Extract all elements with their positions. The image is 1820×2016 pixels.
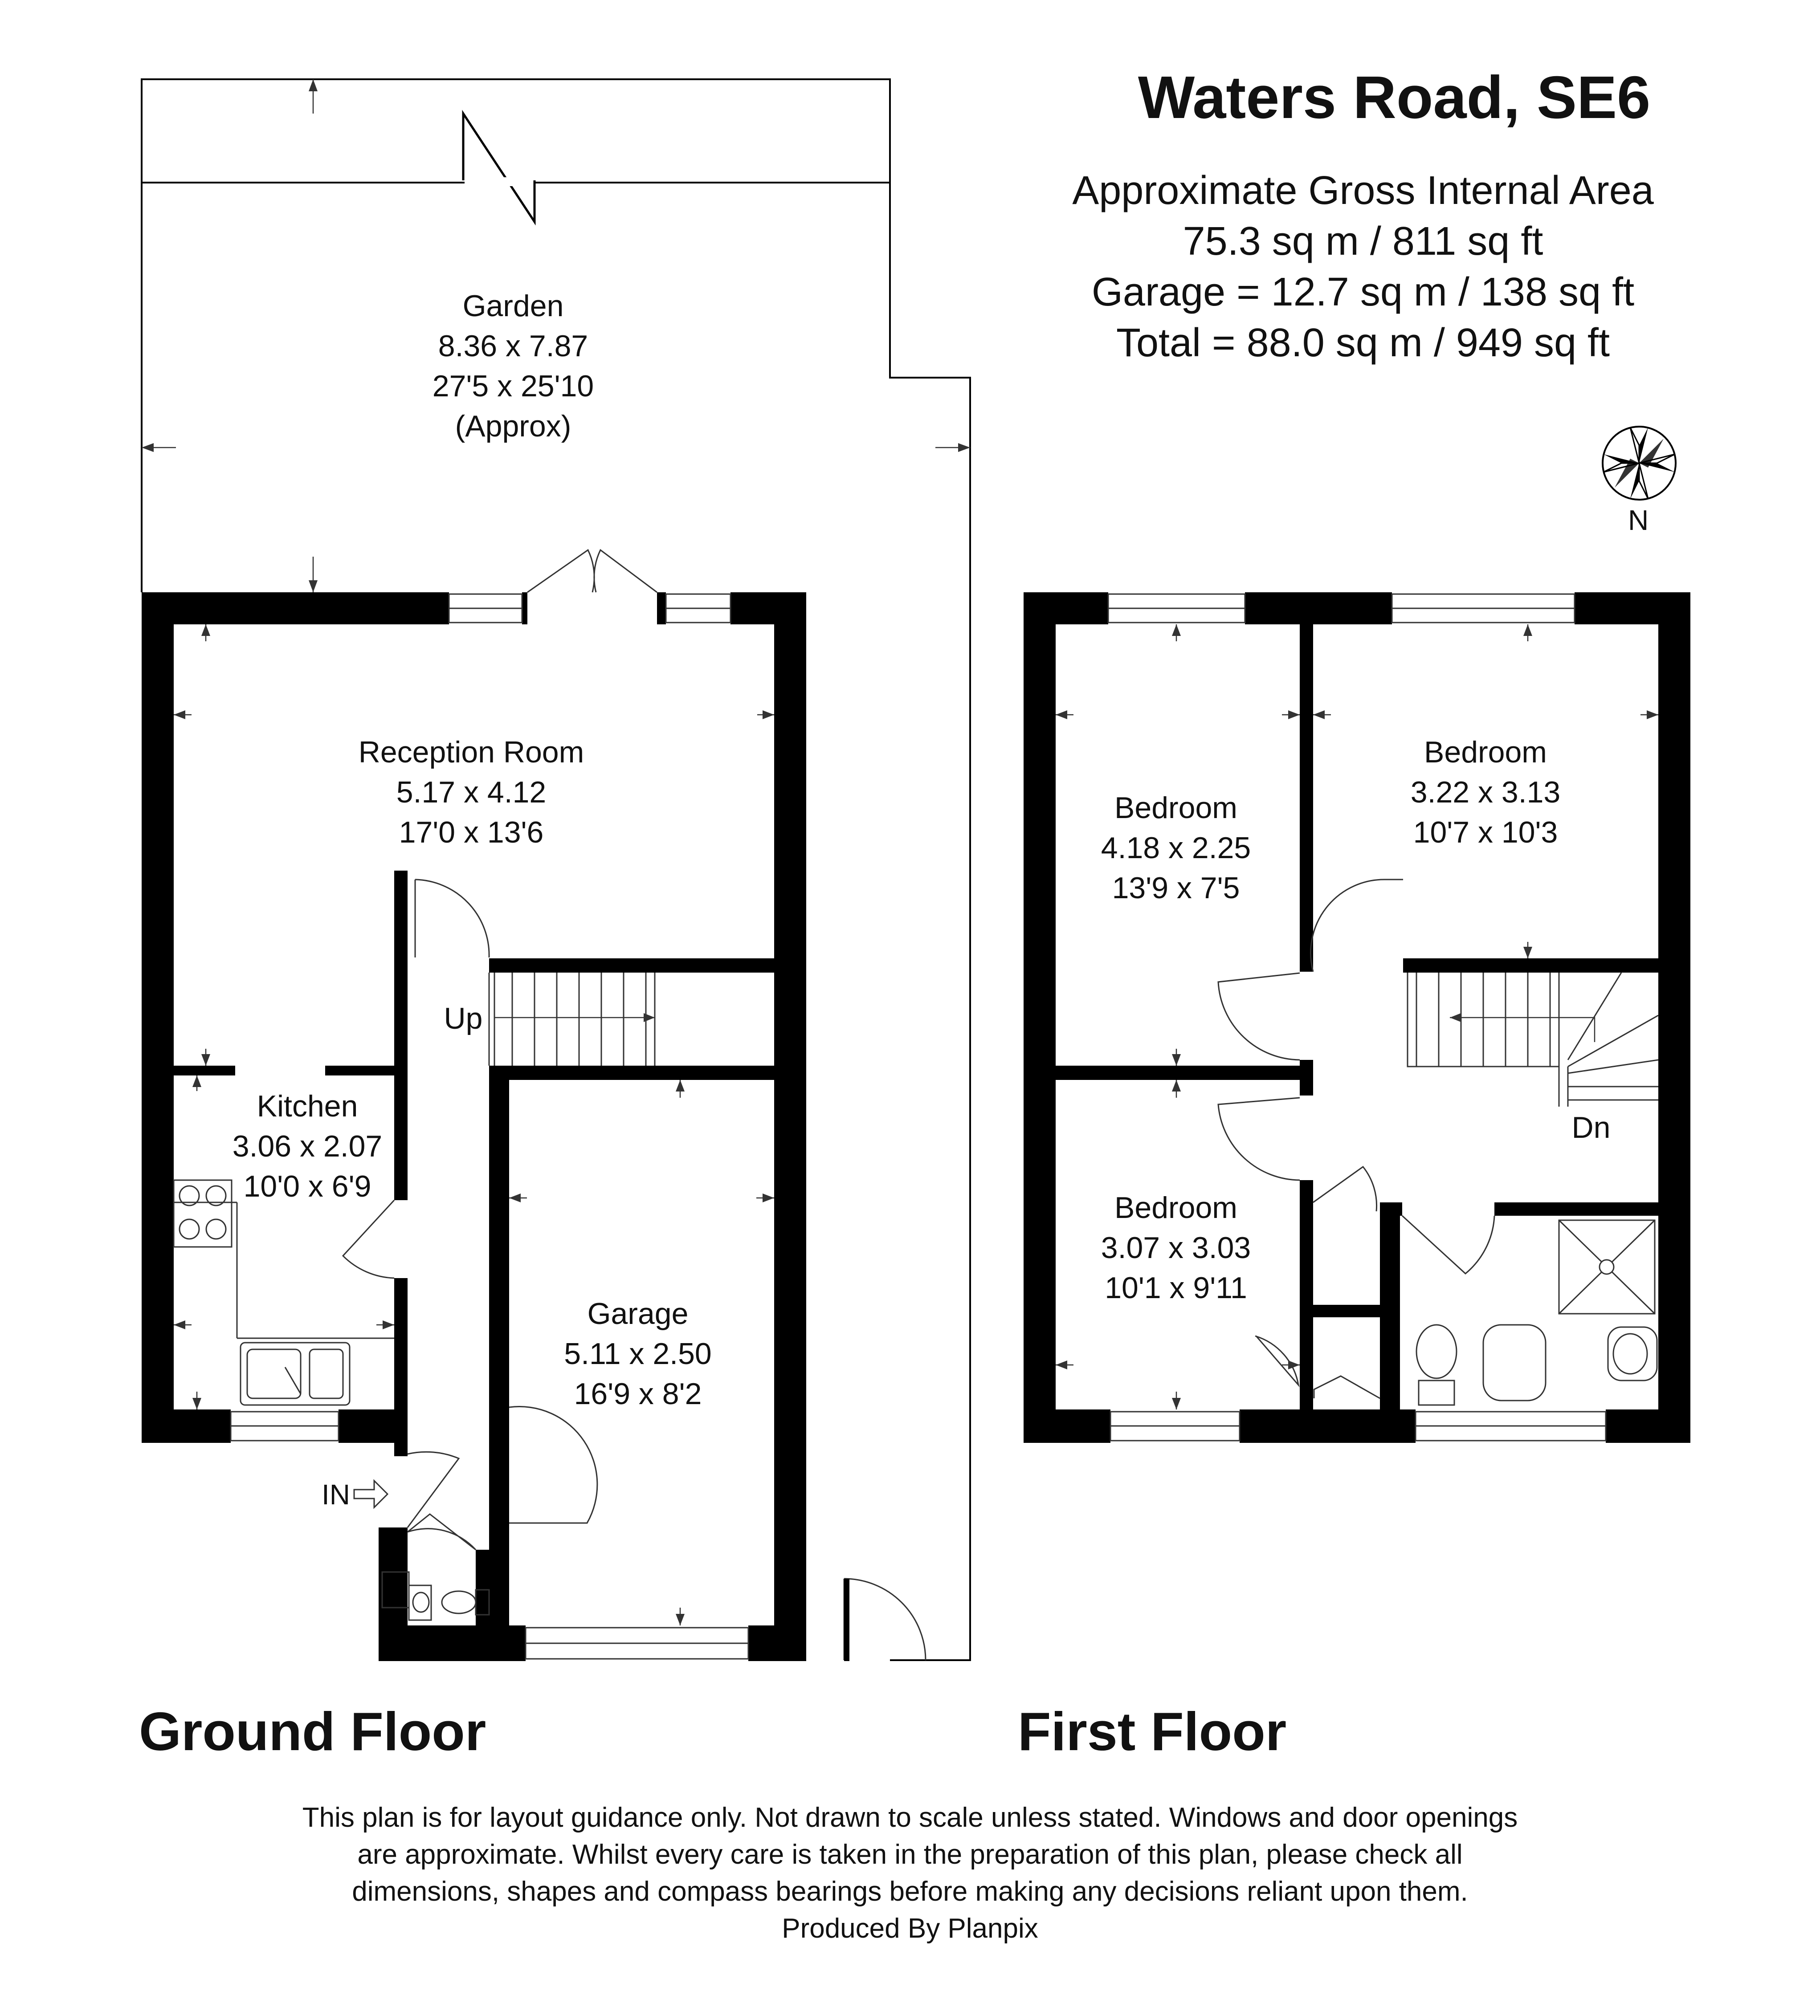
compass-icon <box>1603 427 1676 500</box>
svg-text:Bedroom: Bedroom <box>1114 1191 1237 1225</box>
svg-text:4.18 x 2.25: 4.18 x 2.25 <box>1101 831 1251 865</box>
svg-text:are approximate. Whilst every: are approximate. Whilst every care is taken in the preparation of this plan, please check all <box>357 1839 1463 1870</box>
svg-text:(Approx): (Approx) <box>455 409 571 443</box>
ground-floor-label: Ground Floor <box>139 1701 486 1762</box>
kitchen-label <box>233 1089 382 1203</box>
svg-text:Garden: Garden <box>462 289 564 323</box>
bathroom-fixtures <box>1416 1220 1657 1405</box>
svg-text:10'1 x 9'11: 10'1 x 9'11 <box>1105 1271 1247 1305</box>
svg-text:5.11 x 2.50: 5.11 x 2.50 <box>564 1337 712 1371</box>
property-title: Waters Road, SE6 <box>1138 64 1651 131</box>
area-total: Total = 88.0 sq m / 949 sq ft <box>1116 321 1610 365</box>
svg-text:Bedroom: Bedroom <box>1424 735 1547 769</box>
compass-north-label: N <box>1628 504 1649 536</box>
reception-room-label <box>359 735 584 849</box>
svg-text:10'7 x 10'3: 10'7 x 10'3 <box>1413 815 1558 849</box>
svg-text:Garage: Garage <box>587 1297 689 1331</box>
ground-floor-doors <box>343 550 926 1661</box>
disclaimer <box>302 1802 1518 1944</box>
svg-text:5.17 x 4.12: 5.17 x 4.12 <box>396 775 547 809</box>
basin-icon <box>1608 1327 1657 1381</box>
sink-icon <box>241 1343 350 1405</box>
kitchen-fixtures <box>174 1180 394 1405</box>
svg-text:Produced By Planpix: Produced By Planpix <box>782 1913 1038 1944</box>
first-floor-stairs <box>1408 973 1658 1107</box>
area-gross-value: 75.3 sq m / 811 sq ft <box>1183 219 1543 264</box>
toilet-icon <box>1416 1325 1457 1405</box>
ground-floor-stairs <box>489 973 655 1066</box>
first-floor-label: First Floor <box>1018 1701 1287 1762</box>
svg-text:Kitchen: Kitchen <box>257 1089 358 1123</box>
svg-text:3.07 x 3.03: 3.07 x 3.03 <box>1101 1231 1251 1265</box>
svg-text:dimensions, shapes and compass: dimensions, shapes and compass bearings before making any decisions reliant upon them. <box>352 1876 1468 1907</box>
entrance-label: IN <box>322 1478 350 1511</box>
first-floor-doors <box>1218 880 1494 1398</box>
svg-text:Bedroom: Bedroom <box>1114 791 1237 825</box>
svg-text:27'5 x 25'10: 27'5 x 25'10 <box>432 369 594 403</box>
stairs-down-label: Dn <box>1571 1111 1611 1144</box>
svg-text:10'0 x 6'9: 10'0 x 6'9 <box>243 1169 371 1203</box>
svg-text:3.22 x 3.13: 3.22 x 3.13 <box>1410 775 1561 809</box>
ground-room-dimension-arrows <box>174 624 774 1625</box>
svg-text:16'9 x 8'2: 16'9 x 8'2 <box>574 1377 702 1411</box>
bedroom-bottom-label <box>1101 1191 1251 1305</box>
basin-icon <box>1483 1325 1546 1401</box>
garage-label <box>564 1297 711 1411</box>
hob-icon <box>174 1180 232 1247</box>
basin-icon <box>409 1585 431 1620</box>
area-gross-label: Approximate Gross Internal Area <box>1072 168 1654 213</box>
svg-text:8.36 x 7.87: 8.36 x 7.87 <box>438 329 588 363</box>
bedroom-left-label <box>1101 791 1251 905</box>
area-garage: Garage = 12.7 sq m / 138 sq ft <box>1091 270 1635 314</box>
shower-icon <box>1559 1220 1655 1314</box>
svg-text:17'0 x 13'6: 17'0 x 13'6 <box>399 815 544 849</box>
svg-text:This plan is for layout guidan: This plan is for layout guidance only. Not drawn to scale unless stated. Windows and door openings <box>302 1802 1518 1833</box>
svg-text:3.06 x 2.07: 3.06 x 2.07 <box>232 1129 383 1163</box>
svg-text:13'9 x 7'5: 13'9 x 7'5 <box>1112 871 1240 905</box>
stairs-up-label: Up <box>444 1002 483 1035</box>
garden-label <box>433 289 594 443</box>
svg-text:Reception Room: Reception Room <box>358 735 584 769</box>
entrance-arrow-icon <box>354 1481 388 1507</box>
bedroom-right-label <box>1411 735 1560 849</box>
